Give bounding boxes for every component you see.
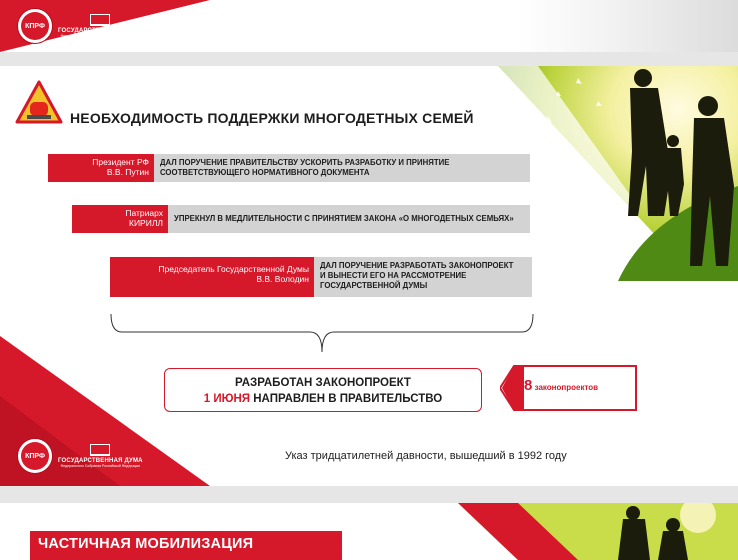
- result-box: РАЗРАБОТАН ЗАКОНОПРОЕКТ 1 ИЮНЯ НАПРАВЛЕН В ПРАВИТЕЛЬСТВО: [164, 368, 482, 412]
- brace-connector: [110, 314, 534, 354]
- header-logo: [18, 9, 143, 43]
- statement-text: УПРЕКНУЛ В МЕДЛИТЕЛЬНОСТИ С ПРИНЯТИЕМ ЗАКОНА «О МНОГОДЕТНЫХ СЕМЬЯХ»: [168, 205, 530, 233]
- bills-label: законопроектов: [532, 383, 599, 392]
- statement-row-president: [48, 154, 530, 182]
- duma-building-icon: [90, 14, 110, 26]
- next-slide-title: ЧАСТИЧНАЯ МОБИЛИЗАЦИЯ: [30, 531, 342, 560]
- page-title: НЕОБХОДИМОСТЬ ПОДДЕРЖКИ МНОГОДЕТНЫХ СЕМЕЙ: [70, 110, 474, 126]
- party-emblem-icon: КПРФ: [18, 9, 52, 43]
- statement-text: ДАЛ ПОРУЧЕНИЕ ПРАВИТЕЛЬСТВУ УСКОРИТЬ РАЗРАБОТКУ И ПРИНЯТИЕ СООТВЕТСТВУЮЩЕГО НОРМАТИВНОГО ДОКУМЕНТА: [154, 154, 530, 182]
- previous-slide: [0, 0, 738, 52]
- statement-row-speaker: [110, 257, 532, 297]
- speaker-label: Председатель Государственной Думы В.В. Володин: [110, 257, 314, 297]
- duma-logo: ГОСУДАРСТВЕННАЯ ДУМА Федерального Собрания Российской Федерации: [58, 444, 143, 468]
- footer-logo: [18, 439, 143, 473]
- family-silhouette-photo: [498, 66, 738, 281]
- bills-count: 8: [524, 377, 533, 394]
- statement-text: ДАЛ ПОРУЧЕНИЕ РАЗРАБОТАТЬ ЗАКОНОПРОЕКТ И ВЫНЕСТИ ЕГО НА РАССМОТРЕНИЕ ГОСУДАРСТВЕННОЙ ДУМЫ: [314, 257, 532, 297]
- grey-gradient: [518, 0, 738, 52]
- family-silhouette-photo: [458, 503, 738, 560]
- duma-building-icon: [90, 444, 110, 456]
- duma-logo: ГОСУДАРСТВЕННАЯ ДУМА Федерального Собрания Российской Федерации: [58, 14, 143, 38]
- speaker-label: Президент РФ В.В. Путин: [48, 154, 154, 182]
- speaker-label: Патриарх КИРИЛЛ: [72, 205, 168, 233]
- decree-note: Указ тридцатилетней давности, вышедший в 1992 году: [285, 450, 567, 462]
- result-date: 1 ИЮНЯ: [203, 393, 251, 405]
- main-slide: [0, 66, 738, 486]
- statement-row-patriarch: [72, 205, 530, 233]
- bills-count-badge: [500, 364, 638, 412]
- next-slide: [0, 503, 738, 560]
- party-emblem-icon: КПРФ: [18, 439, 52, 473]
- warning-icon: [15, 80, 63, 124]
